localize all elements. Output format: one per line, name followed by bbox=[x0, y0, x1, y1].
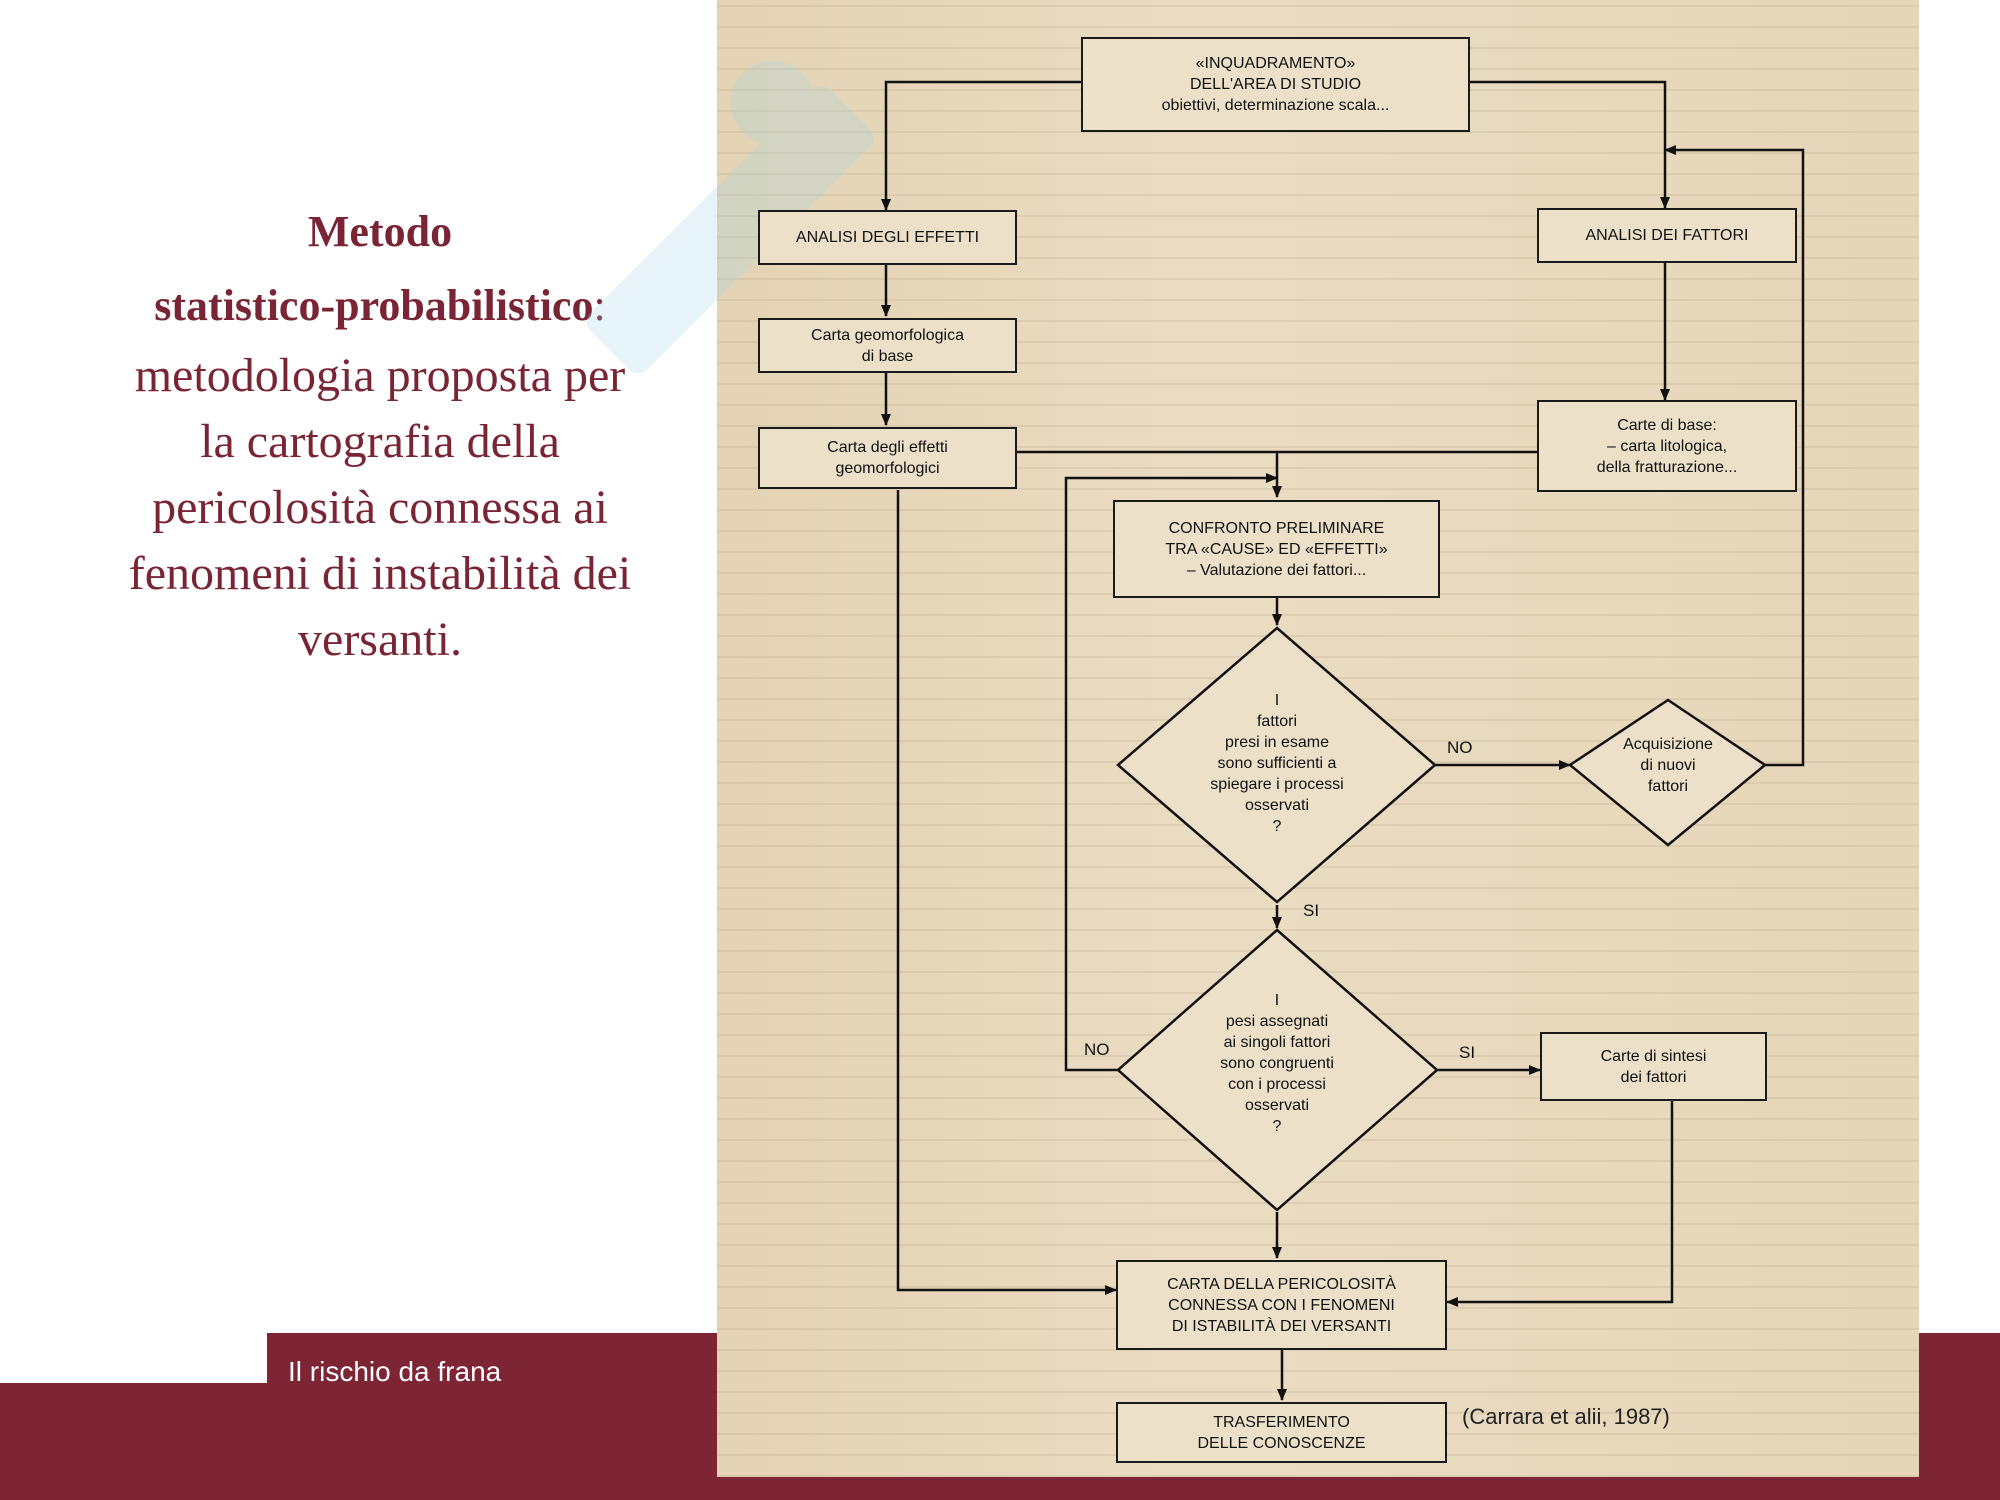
decision-2-line-2: pesi assegnati bbox=[1225, 1013, 1329, 1030]
inquadramento-line-2: DELL'AREA DI STUDIO bbox=[1189, 76, 1362, 93]
connector-inq-fattori bbox=[1470, 82, 1665, 208]
label-si-2: SI bbox=[1459, 1043, 1476, 1062]
connector-cartaeffetti-confronto bbox=[1016, 452, 1277, 497]
carta-effetti-line-1: Carta degli effetti bbox=[827, 439, 948, 456]
trasferimento-line-2: DELLE CONOSCENZE bbox=[1197, 1434, 1366, 1452]
decision-1-line-4: sono sufficienti a bbox=[1217, 755, 1337, 772]
label-no-2: NO bbox=[1084, 1040, 1110, 1059]
title-colon: : bbox=[593, 281, 606, 330]
carta-geomorfologica-line-2: di base bbox=[861, 347, 914, 365]
carta-effetti-line-2: geomorfologici bbox=[835, 460, 940, 477]
label-no-1: NO bbox=[1447, 738, 1473, 757]
decision-2-line-1: I bbox=[1274, 992, 1280, 1009]
carte-sintesi-line-2: dei fattori bbox=[1620, 1068, 1687, 1086]
body-line-2: la cartografia della bbox=[200, 415, 560, 468]
confronto-line-1: CONFRONTO PRELIMINARE bbox=[1168, 519, 1385, 537]
confronto-line-2: TRA «CAUSE» ED «EFFETTI» bbox=[1165, 540, 1388, 558]
decision-2-line-3: ai singoli fattori bbox=[1223, 1034, 1331, 1051]
acquisizione-line-3: fattori bbox=[1647, 778, 1688, 795]
body-line-5: versanti. bbox=[298, 613, 462, 666]
box-carte-sintesi bbox=[1540, 1032, 1767, 1101]
decision-2-line-7: ? bbox=[1272, 1118, 1282, 1135]
box-carta-effetti bbox=[758, 427, 1017, 489]
acquisizione-line-2: di nuovi bbox=[1640, 757, 1696, 774]
label-si-1: SI bbox=[1303, 901, 1320, 920]
decision-1-line-5: spiegare i processi bbox=[1210, 776, 1344, 793]
decision-1-line-6: osservati bbox=[1244, 797, 1310, 814]
connector-inq-effetti bbox=[886, 82, 1081, 210]
box-inquadramento bbox=[1081, 37, 1470, 132]
decision-1-line-1: I bbox=[1274, 692, 1280, 709]
decision-1-line-3: presi in esame bbox=[1224, 734, 1330, 751]
title-bold-2: statistico-probabilistico bbox=[154, 281, 594, 330]
carte-base-line-2: – carta litologica, bbox=[1606, 437, 1728, 455]
acquisizione-text bbox=[1598, 734, 1738, 797]
analisi-effetti-label: ANALISI DEGLI EFFETTI bbox=[795, 229, 980, 246]
carte-base-line-3: della fratturazione... bbox=[1596, 458, 1738, 476]
box-analisi-fattori bbox=[1537, 208, 1797, 263]
box-trasferimento bbox=[1116, 1402, 1447, 1463]
trasferimento-line-1: TRASFERIMENTO bbox=[1213, 1413, 1350, 1431]
connector-cartaeffetti-pericolosita bbox=[898, 490, 1116, 1290]
box-analisi-effetti bbox=[758, 210, 1017, 265]
footer-label: Il rischio da frana bbox=[288, 1356, 502, 1387]
decision-1-line-2: fattori bbox=[1256, 713, 1297, 730]
decision-1-text bbox=[1167, 690, 1387, 837]
carta-pericolosita-line-3: DI ISTABILITÀ DEI VERSANTI bbox=[1171, 1317, 1392, 1335]
carte-base-line-1: Carte di base: bbox=[1617, 416, 1717, 434]
box-carta-geomorfologica bbox=[758, 318, 1017, 373]
carte-sintesi-line-1: Carte di sintesi bbox=[1600, 1047, 1707, 1065]
body-line-3: pericolosità connessa ai bbox=[152, 481, 608, 534]
analisi-fattori-label: ANALISI DEI FATTORI bbox=[1585, 227, 1749, 244]
decision-2-line-4: sono congruenti bbox=[1220, 1055, 1334, 1072]
decision-1-line-7: ? bbox=[1272, 818, 1282, 835]
carta-pericolosita-line-1: CARTA DELLA PERICOLOSITÀ bbox=[1167, 1275, 1396, 1293]
decision-2-line-6: osservati bbox=[1244, 1097, 1310, 1114]
box-confronto bbox=[1113, 500, 1440, 598]
title-line-1: Metodo bbox=[307, 207, 453, 256]
acquisizione-line-1: Acquisizione bbox=[1623, 736, 1713, 753]
inquadramento-line-1: «INQUADRAMENTO» bbox=[1195, 55, 1356, 72]
body-line-4: fenomeni di instabilità dei bbox=[128, 547, 632, 600]
box-carta-pericolosita bbox=[1116, 1260, 1447, 1350]
box-carte-base bbox=[1537, 400, 1797, 492]
decision-2-text bbox=[1167, 990, 1387, 1137]
carta-pericolosita-line-2: CONNESSA CON I FENOMENI bbox=[1168, 1296, 1395, 1314]
inquadramento-line-3: obiettivi, determinazione scala... bbox=[1161, 97, 1390, 114]
carta-geomorfologica-line-1: Carta geomorfologica bbox=[811, 326, 964, 344]
connector-sintesi-pericolosita bbox=[1447, 1101, 1672, 1302]
decision-2-line-5: con i processi bbox=[1228, 1076, 1326, 1093]
citation: (Carrara et alii, 1987) bbox=[1462, 1404, 1670, 1429]
body-line-1: metodologia proposta per bbox=[134, 349, 626, 402]
confronto-line-3: – Valutazione dei fattori... bbox=[1186, 561, 1367, 579]
